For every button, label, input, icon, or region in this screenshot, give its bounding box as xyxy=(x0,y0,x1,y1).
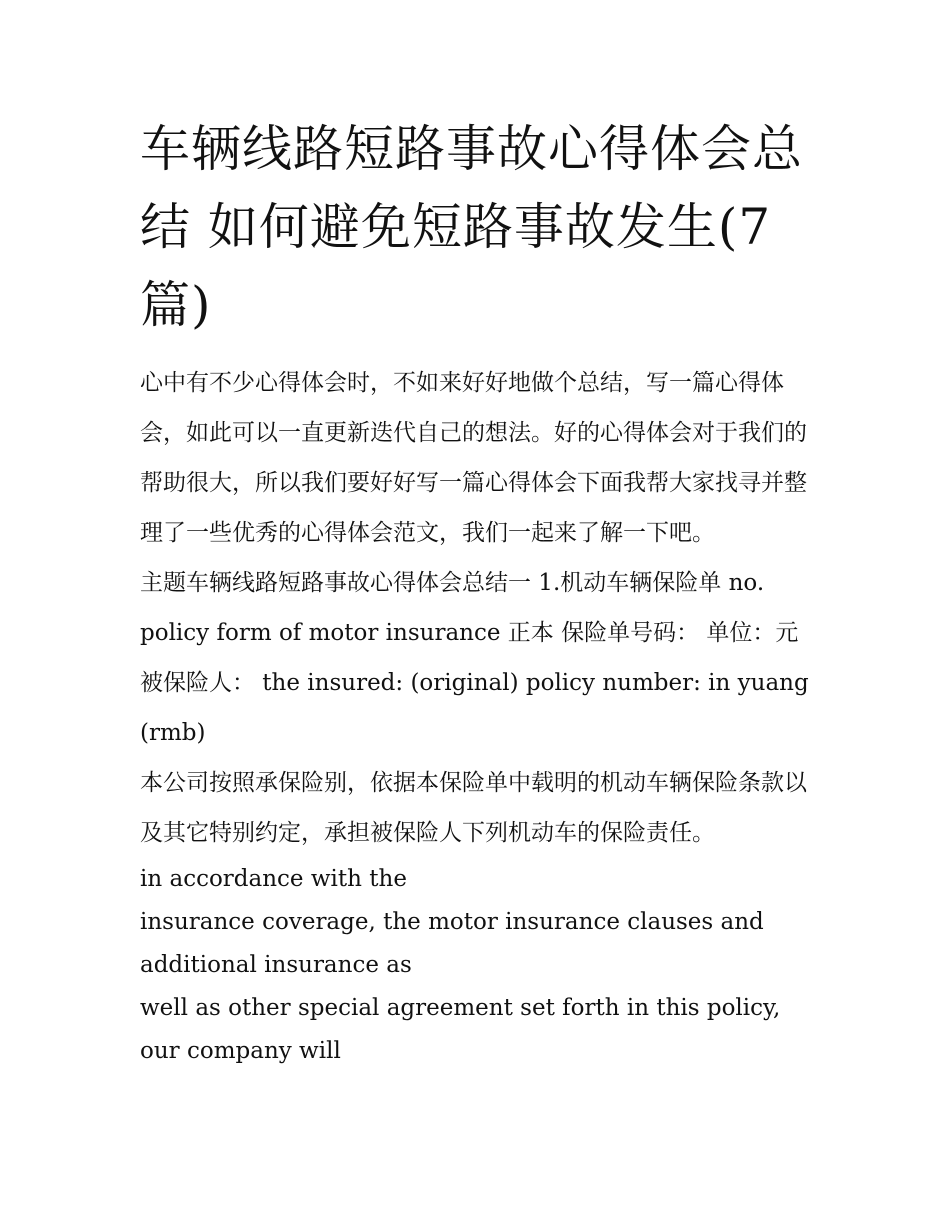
coverage-paragraph: 本公司按照承保险别，依据本保险单中载明的机动车辆保险条款以及其它特别约定，承担被保险人下列机动车的保险责任。 xyxy=(140,770,807,846)
english-line-2: insurance coverage, the motor insurance clauses and additional insurance as xyxy=(140,909,764,978)
document-title: 车辆线路短路事故心得体会总结 如何避免短路事故发生(7篇) xyxy=(140,120,803,334)
intro-paragraph: 心中有不少心得体会时，不如来好好地做个总结，写一篇心得体会，如此可以一直更新迭代自己的想法。好的心得体会对于我们的帮助很大，所以我们要好好写一篇心得体会下面我帮大家找寻并整理了一些优秀的心得体会范文，我们一起来了解一下吧。 xyxy=(140,370,807,546)
document-page xyxy=(140,110,820,1073)
policy-header-paragraph: 主题车辆线路短路事故心得体会总结一 1.机动车辆保险单 no. policy form of motor insurance 正本 保险单号码： 单位：元 被保险人： the insured: (original) policy number: in yuang (rmb) xyxy=(140,570,809,746)
english-line-1: in accordance with the xyxy=(140,866,407,892)
english-line-3: well as other special agreement set forth in this policy, our company will xyxy=(140,995,781,1064)
